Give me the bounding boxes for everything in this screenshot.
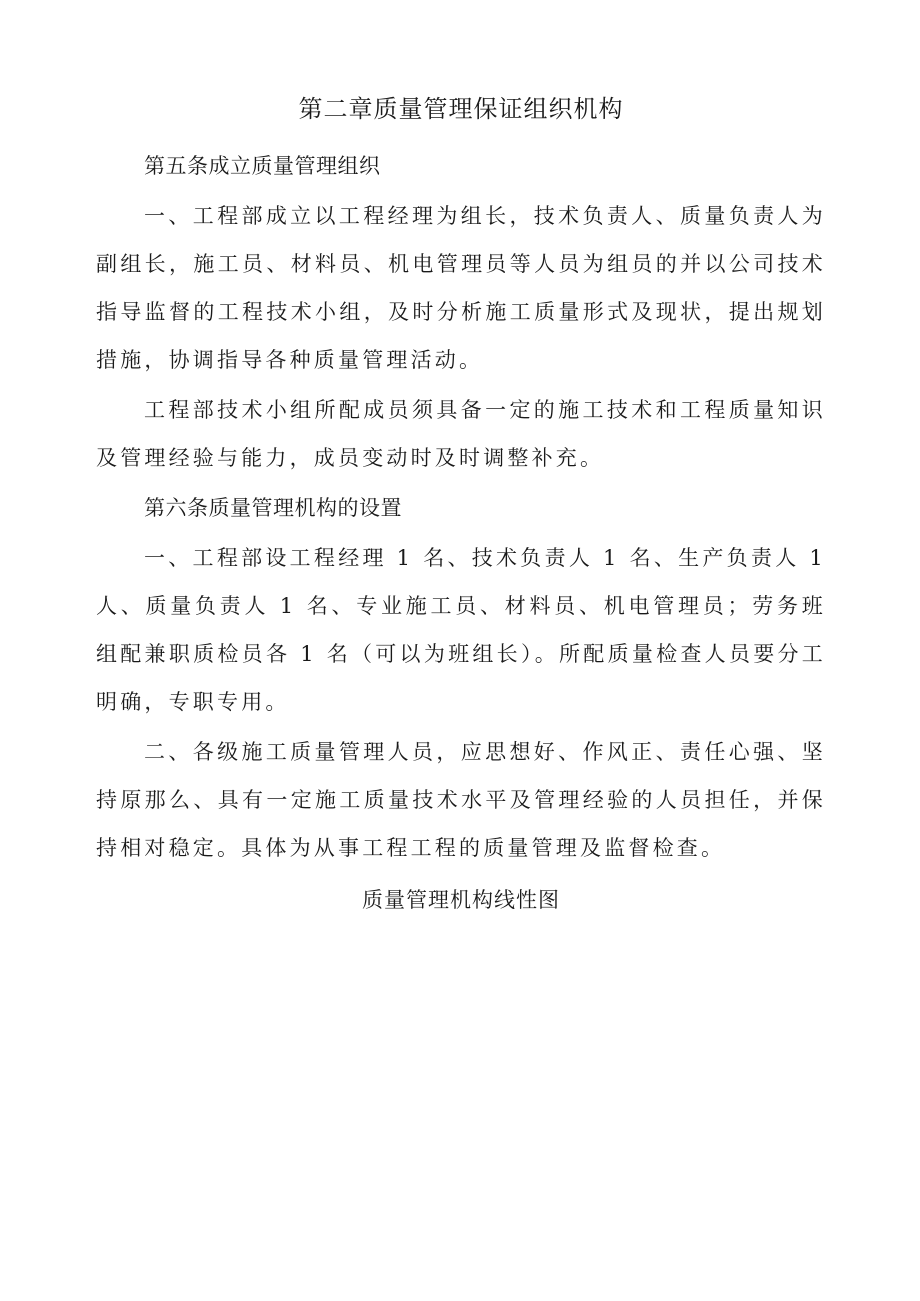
- paragraph-team-requirements: 工程部技术小组所配成员须具备一定的施工技术和工程质量知识及管理经验与能力，成员变动时及时调整补充。: [96, 398, 826, 470]
- article-5-heading: 第五条成立质量管理组织: [144, 154, 381, 178]
- article-6-heading: 第六条质量管理机构的设置: [144, 496, 402, 520]
- paragraph-org-setup: 一、工程部成立以工程经理为组长，技术负责人、质量负责人为副组长，施工员、材料员、机电管理员等人员为组员的并以公司技术指导监督的工程技术小组，及时分析施工质量形式及现状，提出规划措施，协调指导各种质量管理活动。: [96, 204, 826, 372]
- paragraph-staffing: 一、工程部设工程经理 1 名、技术负责人 1 名、生产负责人 1 人、质量负责人 1 名、专业施工员、材料员、机电管理员；劳务班组配兼职质检员各 1 名（可以为班组长）。所配质量检查人员要分工明确，专职专用。: [96, 546, 826, 714]
- paragraph-personnel-quality: 二、各级施工质量管理人员，应思想好、作风正、责任心强、坚持原那么、具有一定施工质量技术水平及管理经验的人员担任，并保持相对稳定。具体为从事工程工程的质量管理及监督检查。: [96, 740, 826, 860]
- chapter-title: 第二章质量管理保证组织机构: [298, 95, 624, 123]
- document-page: [96, 88, 826, 924]
- figure-caption: 质量管理机构线性图: [362, 888, 560, 912]
